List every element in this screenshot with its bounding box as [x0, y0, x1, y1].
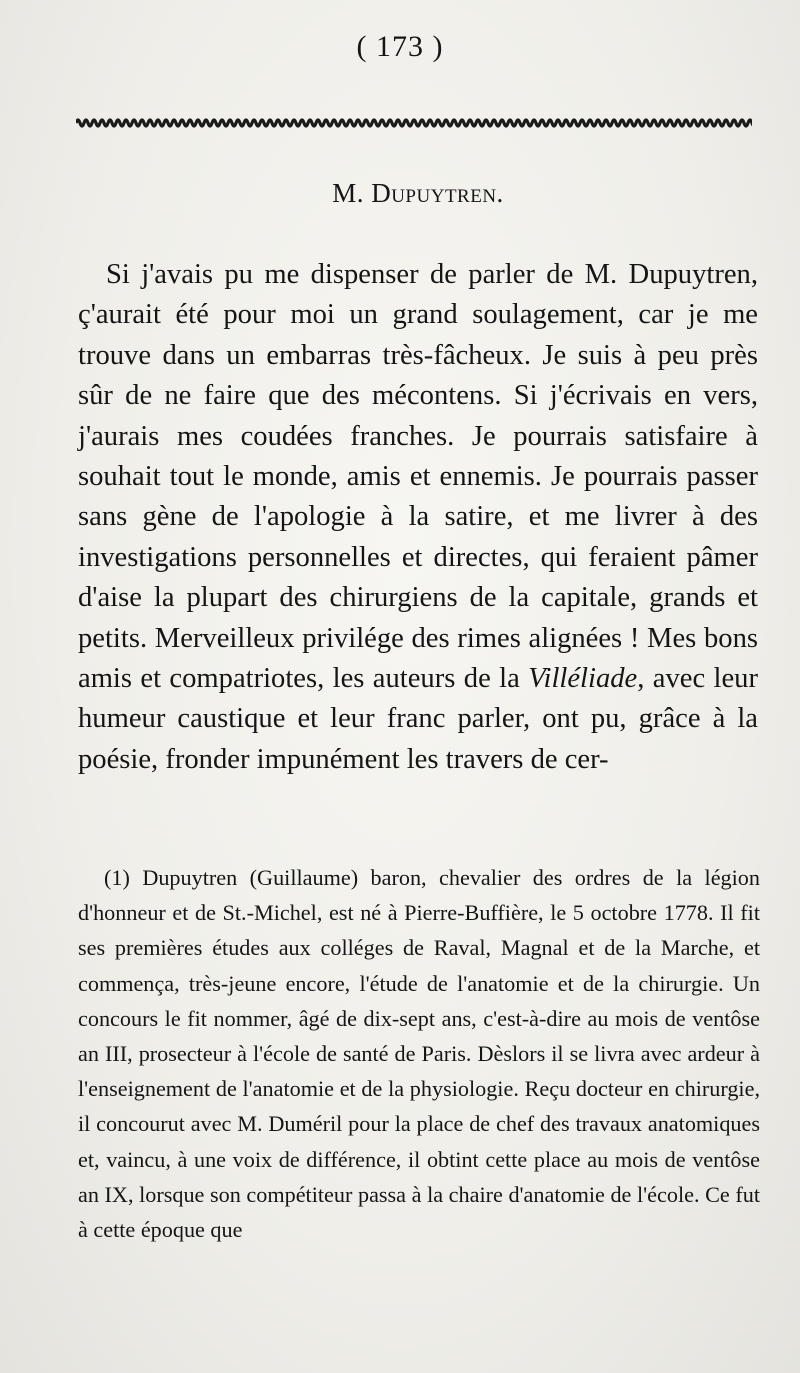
italic-title-villeliade: Villéliade [528, 663, 638, 695]
page-number: ( 173 ) [356, 30, 444, 63]
section-title: M. Dupuytren. [332, 178, 504, 208]
ornamental-rule [76, 116, 752, 130]
main-text-part-1: Si j'avais pu me dispenser de parler de M. Dupuytren, ç'aurait été pour moi un grand soulagement, car je me trouve dans un embarras très-fâcheux. Je suis à peu près sûr de ne faire que des mécontens. Si j'écrivais en vers, j'aurais mes coudées franches. Je pourrais satisfaire à souhait tout le monde, amis et ennemis. Je pourrais passer sans gène de l'apologie à la satire, et me livrer à des investigations personnelles et directes, qui feraient pâmer d'aise la plupart des chirurgiens de la capitale, grands et petits. Merveilleux privilége des rimes alignées ! Mes bons amis et compatriotes, les auteurs de la [78, 259, 758, 695]
footnote: (1) Dupuytren (Guillaume) baron, chevalier des ordres de la légion d'honneur et de St.-Michel, est né à Pierre-Buffière, le 5 octobre 1778. Il fit ses premières études aux colléges de Raval, Magnal et de la Marche, et commença, très-jeune encore, l'étude de l'anatomie et de la chirurgie. Un concours le fit nommer, âgé de dix-sept ans, c'est-à-dire au mois de ventôse an III, prosecteur à l'école de santé de Paris. Dèslors il se livra avec ardeur à l'enseignement de l'anatomie et de la physiologie. Reçu docteur en chirurgie, il concourut avec M. Duméril pour la place de chef des travaux anatomiques et, vaincu, à une voix de différence, il obtint cette place au mois de ventôse an IX, lorsque son compétiteur passa à la chaire d'anatomie de l'école. Ce fut à cette époque que [78, 865, 760, 1243]
main-paragraph [78, 255, 758, 780]
main-text-part-2: , avec leur humeur caustique et leur franc parler, ont pu, grâce à la poésie, fronder impunément les travers de cer- [78, 663, 758, 775]
